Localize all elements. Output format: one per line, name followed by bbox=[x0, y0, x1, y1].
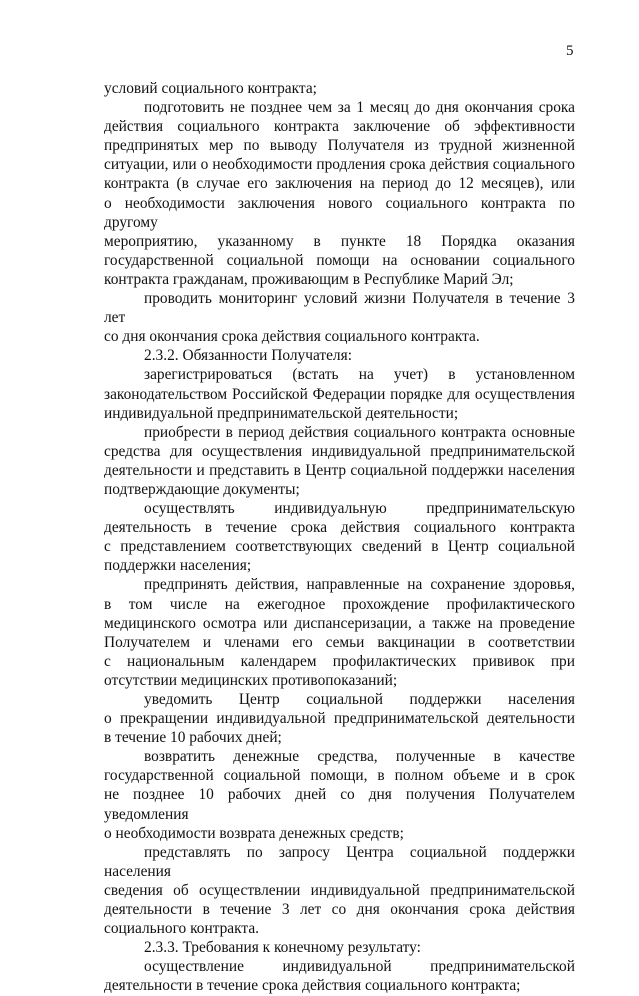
paragraph-p0 bbox=[104, 79, 575, 98]
text-line: деятельности в течение 3 лет со дня окончания срока действия bbox=[104, 901, 575, 919]
text-line: о прекращении индивидуальной предпринимательской деятельности bbox=[104, 710, 575, 728]
text-line: 2.3.3. Требования к конечному результату: bbox=[144, 939, 421, 957]
text-line: социального контракта. bbox=[104, 920, 260, 938]
text-line: сведения об осуществлении индивидуальной предпринимательской bbox=[104, 881, 575, 899]
paragraph-p4 bbox=[104, 365, 575, 422]
text-line: ситуации, или о необходимости продления срока действия социального bbox=[104, 156, 575, 174]
text-line: подтверждающие документы; bbox=[104, 480, 300, 498]
text-line: о необходимости заключения нового социального контракта по другому bbox=[104, 194, 575, 231]
paragraph-p1 bbox=[104, 98, 575, 289]
text-line: деятельности и представить в Центр социальной поддержки населения bbox=[104, 461, 575, 479]
text-line: действия социального контракта заключение об эффективности bbox=[104, 118, 575, 136]
text-line: возвратить денежные средства, полученные в качестве bbox=[144, 748, 575, 766]
paragraph-p6 bbox=[104, 499, 575, 575]
paragraph-p3 bbox=[104, 346, 575, 365]
text-line: индивидуальной предпринимательской деятельности; bbox=[104, 404, 459, 422]
text-line: о необходимости возврата денежных средств; bbox=[104, 824, 404, 842]
text-line: с национальным календарем профилактических прививок при bbox=[104, 652, 575, 670]
paragraph-p12 bbox=[104, 957, 575, 995]
text-line: с представлением соответствующих сведений в Центр социальной bbox=[104, 538, 575, 556]
text-line: осуществлять индивидуальную предпринимательскую bbox=[144, 500, 575, 518]
text-line: проводить мониторинг условий жизни Получателя в течение 3 лет bbox=[104, 290, 575, 327]
text-line: условий социального контракта; bbox=[104, 80, 317, 97]
text-line: средства для осуществления индивидуальной предпринимательской bbox=[104, 442, 575, 460]
text-line: со дня окончания срока действия социального контракта. bbox=[104, 328, 480, 346]
text-line: отсутствии медицинских противопоказаний; bbox=[104, 671, 398, 689]
page-number: 5 bbox=[566, 43, 574, 59]
text-line: в том числе на ежегодное прохождение профилактического bbox=[104, 595, 575, 613]
text-line: медицинского осмотра или диспансеризации, а также на проведение bbox=[104, 614, 575, 632]
text-line: в течение 10 рабочих дней; bbox=[104, 729, 282, 747]
paragraph-p11 bbox=[104, 938, 575, 957]
document-body bbox=[104, 79, 575, 996]
text-line: предпринятых мер по выводу Получателя из трудной жизненной bbox=[104, 137, 575, 155]
text-line: предпринять действия, направленные на сохранение здоровья, bbox=[144, 576, 575, 594]
text-line: осуществление индивидуальной предпринимательской bbox=[144, 958, 575, 976]
text-line: деятельности в течение срока действия социального контракта; bbox=[104, 977, 521, 995]
text-line: представлять по запросу Центра социальной поддержки населения bbox=[104, 843, 575, 880]
text-line: уведомить Центр социальной поддержки населения bbox=[144, 691, 575, 708]
text-line: поддержки населения; bbox=[104, 557, 252, 575]
text-line: подготовить не позднее чем за 1 месяц до дня окончания срока bbox=[144, 99, 575, 117]
paragraph-p2 bbox=[104, 289, 575, 346]
text-line: мероприятию, указанному в пункте 18 Порядка оказания bbox=[104, 232, 575, 250]
text-line: контракта гражданам, проживающим в Республике Марий Эл; bbox=[104, 270, 514, 288]
paragraph-p9 bbox=[104, 747, 575, 842]
paragraph-p7 bbox=[104, 575, 575, 690]
paragraph-p5 bbox=[104, 423, 575, 499]
text-line: контракта (в случае его заключения на период до 12 месяцев), или bbox=[104, 175, 575, 193]
text-line: деятельность в течение срока действия социального контракта bbox=[104, 519, 575, 537]
paragraph-p10 bbox=[104, 843, 575, 938]
text-line: зарегистрироваться (встать на учет) в установленном bbox=[144, 366, 575, 384]
text-line: не позднее 10 рабочих дней со дня получения Получателем уведомления bbox=[104, 786, 575, 823]
text-line: приобрести в период действия социального контракта основные bbox=[144, 423, 575, 441]
text-line: Получателем и членами его семьи вакцинации в соответствии bbox=[104, 633, 575, 651]
text-line: государственной социальной помощи на основании социального bbox=[104, 251, 575, 269]
text-line: государственной социальной помощи, в полном объеме и в срок bbox=[104, 767, 575, 785]
text-line: 2.3.2. Обязанности Получателя: bbox=[144, 347, 352, 365]
paragraph-p8 bbox=[104, 690, 575, 747]
text-line: законодательством Российской Федерации порядке для осуществления bbox=[104, 385, 575, 403]
